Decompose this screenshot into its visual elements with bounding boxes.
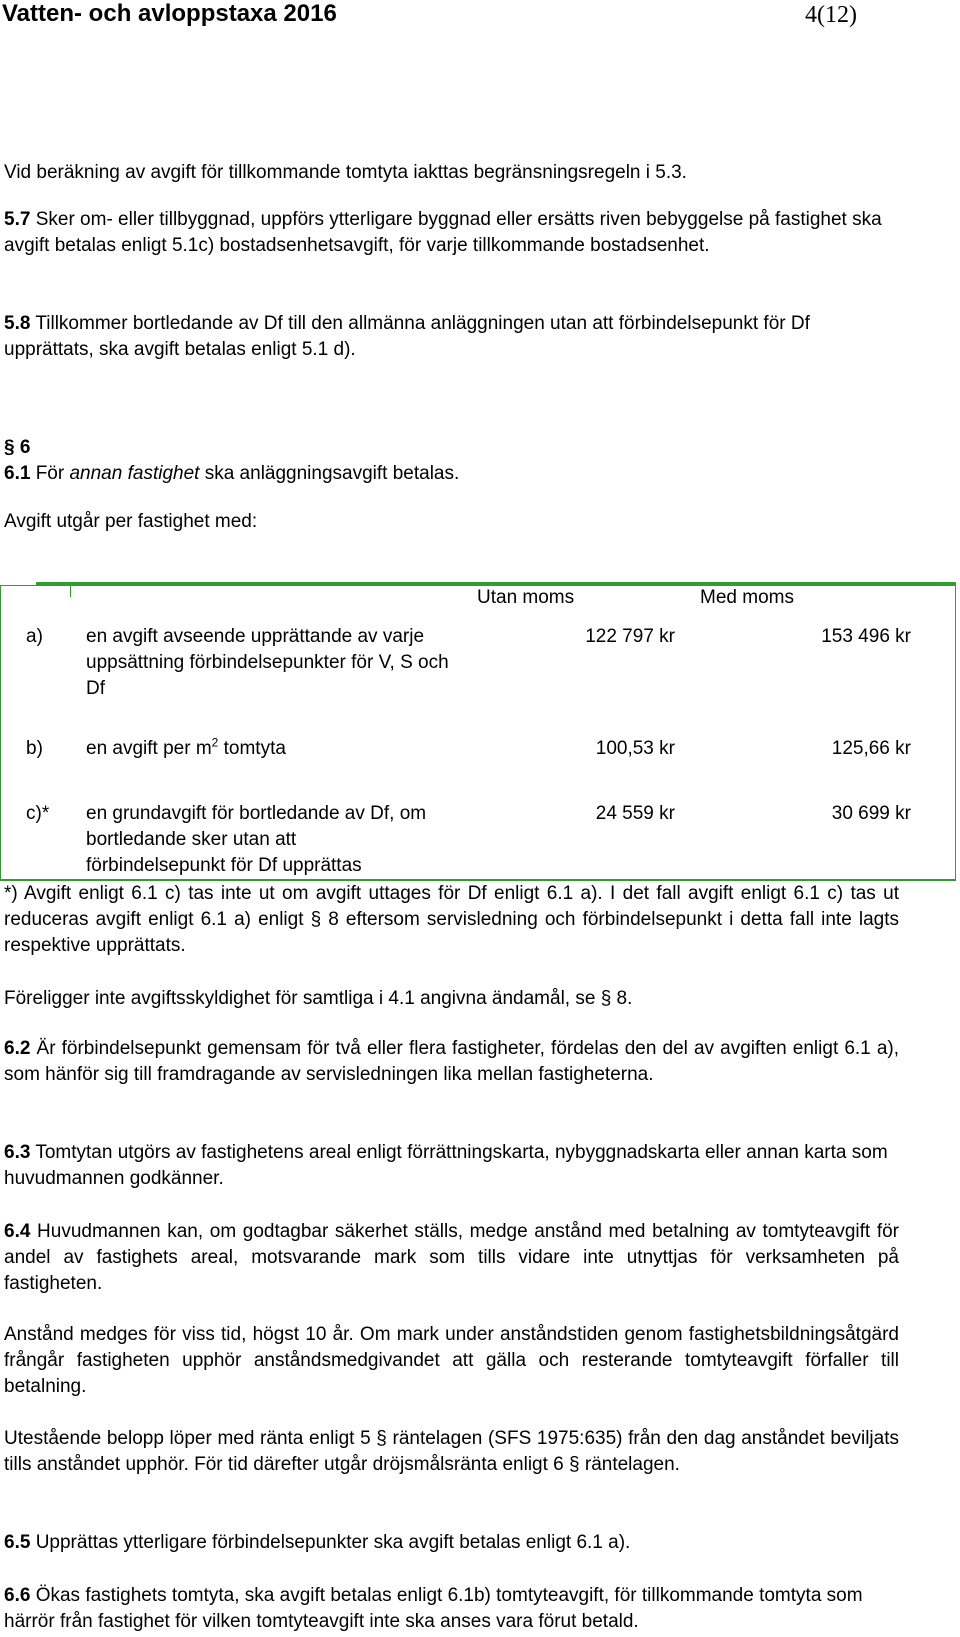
section-number: 6.6 [4,1585,31,1606]
table-border-right [955,585,956,880]
amount-incl-vat: 125,66 kr [831,738,911,759]
paragraph-5-8 [4,311,899,363]
paragraph-text: ska anläggningsavgift betalas. [199,463,460,484]
column-header-incl-vat: Med moms [700,587,794,608]
section-number: 6.3 [4,1142,31,1163]
superscript: 2 [211,735,219,750]
section-number: 6.1 [4,463,31,484]
paragraph-text: Tillkommer bortledande av Df till den allmänna anläggningen utan att förbindelsepunkt för Df upprättats, ska avgift betalas enligt 5.1 d). [4,313,810,360]
amount-excl-vat: 100,53 kr [595,738,675,759]
row-label: b) [26,738,43,759]
paragraph-text: Är förbindelsepunkt gemensam för två eller flera fastigheter, fördelas den del av avgiften enligt 6.1 a), som hänför sig till framdragande av servisledningen lika mellan fastigheterna. [4,1038,899,1085]
section-number: 6.2 [4,1038,31,1059]
section-number: 6.4 [4,1221,31,1242]
row-description: en avgift avseende upprättande av varje uppsättning förbindelsepunkter för V, S och Df [86,626,449,699]
row-label: a) [26,626,43,647]
paragraph-intro: Vid beräkning av avgift för tillkommande tomtyta iakttas begränsningsregeln i 5.3. [4,162,687,183]
paragraph-text: Upprättas ytterligare förbindelsepunkter ska avgift betalas enligt 6.1 a). [30,1532,631,1553]
document-title: Vatten- och avloppstaxa 2016 [2,0,337,27]
paragraph-anstand: Anstånd medges för viss tid, högst 10 år. Om mark under anståndstiden genom fastighetsbildningsåtgärd frångår fastigheten upphör anståndsmedgivandet att gälla och resterande tomtyteavgift förfaller till betalning. [4,1324,899,1397]
table-divider [70,585,71,597]
amount-excl-vat: 122 797 kr [585,626,675,647]
paragraph-text: Ökas fastighets tomtyta, ska avgift betalas enligt 6.1b) tomtyteavgift, för tillkommande tomtyta som härrör från fastighet för vilken tomtyteavgift inte ska anses vara förut betald. [4,1585,863,1632]
row-description: en grundavgift för bortledande av Df, om bortledande sker utan att förbindelsepunkt för Df upprättas [86,803,427,876]
row-label: c)* [26,803,50,824]
row-description [86,736,456,762]
amount-incl-vat: 30 699 kr [831,803,911,824]
paragraph-text: Huvudmannen kan, om godtagbar säkerhet ställs, medge anstånd med betalning av tomtyteavgift för andel av fastighets areal, motsvarande mark som tills vidare inte utnyttjas för verksamheten på fastigheten. [4,1221,899,1294]
table-footnote: *) Avgift enligt 6.1 c) tas inte ut om avgift uttages för Df enligt 6.1 a). I det fall avgift enligt 6.1 c) tas ut reduceras avgift enligt 6.1 a) enligt § 8 eftersom servisledning och förbindelsepunkt i detta fall inte lagts respektive upprättats. [4,883,899,956]
paragraph-avgift: Avgift utgår per fastighet med: [4,511,258,532]
paragraph-6-4 [4,1219,899,1297]
paragraph-text: Sker om- eller tillbyggnad, uppförs ytterligare byggnad eller ersätts riven bebyggelse på fastighet ska avgift betalas enligt 5.1c) bostadsenhetsavgift, för varje tillkommande bostadsenhet. [4,209,882,256]
paragraph-6-5 [4,1530,899,1556]
paragraph-utestaende: Utestående belopp löper med ränta enligt 5 § räntelagen (SFS 1975:635) från den dag anståndet beviljats tills anståndet upphör. För tid därefter utgår dröjsmålsränta enligt 6 § räntelagen. [4,1428,899,1475]
amount-incl-vat: 153 496 kr [821,626,911,647]
paragraph-text: Tomtytan utgörs av fastighetens areal enligt förrättningskarta, nybyggnadskarta eller annan karta som huvudmannen godkänner. [4,1142,888,1189]
table-border-left [0,585,1,880]
section-number: 5.8 [4,313,31,334]
column-header-excl-vat: Utan moms [477,587,575,608]
paragraph-6-6 [4,1583,899,1635]
page-number: 4(12) [805,2,857,28]
paragraph-foreligger: Föreligger inte avgiftsskyldighet för samtliga i 4.1 angivna ändamål, se § 8. [4,988,633,1009]
paragraph-6-2 [4,1036,899,1088]
paragraph-6-1 [4,461,459,487]
section-number: 5.7 [4,209,31,230]
paragraph-6-3 [4,1140,899,1192]
section-number: 6.5 [4,1532,31,1553]
section-heading-6: § 6 [4,437,31,458]
paragraph-5-7 [4,207,899,259]
description-text: en avgift per m [86,738,212,759]
paragraph-text: För [30,463,70,484]
italic-term: annan fastighet [69,463,200,484]
description-text: tomtyta [218,738,286,759]
amount-excl-vat: 24 559 kr [595,803,675,824]
